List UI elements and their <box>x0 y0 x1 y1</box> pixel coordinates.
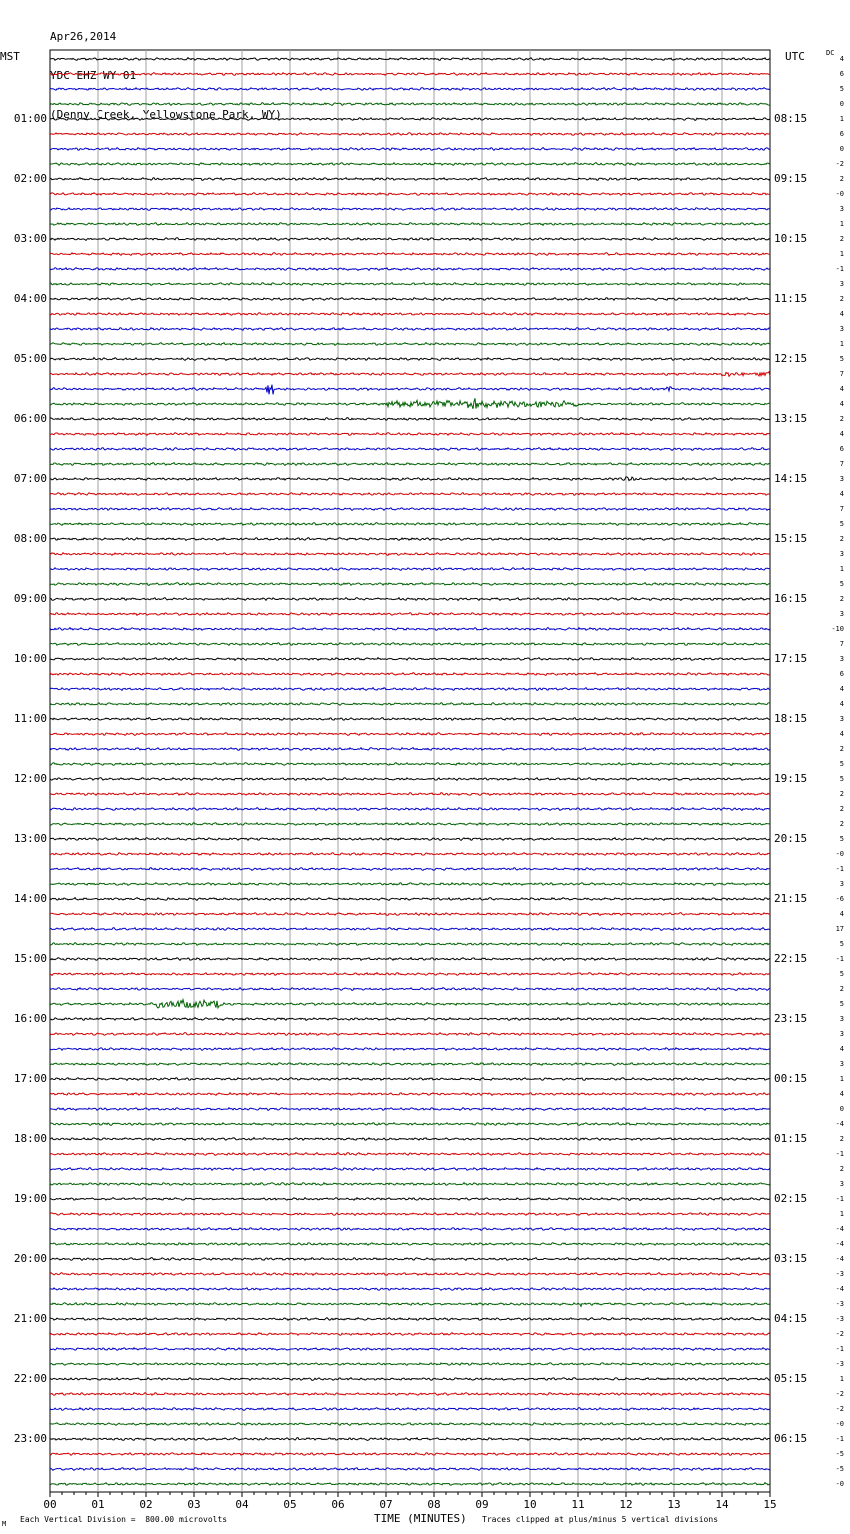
seismic-trace <box>50 298 770 301</box>
seismic-trace <box>50 1078 770 1081</box>
dc-offset-value: 3 <box>839 1030 844 1038</box>
dc-offset-value: -0 <box>835 1480 844 1488</box>
seismic-trace <box>50 1138 770 1141</box>
dc-offset-value: 3 <box>839 610 844 618</box>
dc-offset-value: 6 <box>839 70 844 78</box>
dc-offset-value: 17 <box>835 925 844 933</box>
seismic-trace <box>50 163 770 166</box>
seismic-trace <box>50 1453 770 1456</box>
dc-offset-value: 3 <box>839 550 844 558</box>
dc-offset-value: 1 <box>839 250 844 258</box>
seismic-trace <box>50 793 770 796</box>
dc-offset-value: 2 <box>839 235 844 243</box>
scale-note: Each Vertical Division = 800.00 microvolts <box>20 1515 228 1524</box>
seismic-trace <box>50 808 770 811</box>
dc-offset-value: 3 <box>839 1015 844 1023</box>
dc-offset-value: 4 <box>839 1090 844 1098</box>
dc-offset-value: 6 <box>839 445 844 453</box>
seismic-trace <box>50 658 770 661</box>
location-label: (Denny Creek, Yellowstone Park, WY) <box>50 108 282 121</box>
dc-offset-value: 0 <box>839 1105 844 1113</box>
right-hour-label: 17:15 <box>774 652 808 665</box>
dc-offset-value: 1 <box>839 220 844 228</box>
left-hour-label: 04:00 <box>13 292 47 305</box>
dc-offset-value: -0 <box>835 850 844 858</box>
x-tick-label: 09 <box>475 1498 489 1511</box>
right-hour-label: 10:15 <box>774 232 808 245</box>
left-hour-label: 19:00 <box>13 1192 47 1205</box>
left-hour-label: 20:00 <box>13 1252 47 1265</box>
dc-offset-value: 2 <box>839 295 844 303</box>
seismic-trace <box>50 1273 770 1276</box>
right-hour-label: 12:15 <box>774 352 808 365</box>
dc-offset-value: -1 <box>835 265 844 273</box>
seismic-trace <box>50 568 770 571</box>
seismic-trace <box>50 1198 770 1201</box>
dc-offset-value: -1 <box>835 1150 844 1158</box>
dc-offset-value: 3 <box>839 325 844 333</box>
right-hour-label: 19:15 <box>774 772 808 785</box>
dc-offset-value: 1 <box>839 340 844 348</box>
seismic-trace <box>50 958 770 961</box>
seismic-trace <box>50 688 770 691</box>
x-tick-label: 00 <box>43 1498 57 1511</box>
seismic-trace <box>50 1168 770 1171</box>
dc-offset-value: 5 <box>839 355 844 363</box>
left-hour-label: 16:00 <box>13 1012 47 1025</box>
dc-offset-value: -3 <box>835 1270 844 1278</box>
dc-offset-value: 4 <box>839 385 844 393</box>
right-hour-label: 13:15 <box>774 412 808 425</box>
right-hour-label: 06:15 <box>774 1432 808 1445</box>
dc-offset-value: -4 <box>835 1225 844 1233</box>
dc-offset-value: -1 <box>835 1195 844 1203</box>
seismic-trace <box>50 1393 770 1396</box>
right-hour-label: 18:15 <box>774 712 808 725</box>
seismic-trace <box>50 538 770 541</box>
left-hour-label: 18:00 <box>13 1132 47 1145</box>
seismic-trace <box>50 1318 770 1321</box>
seismic-trace <box>50 838 770 841</box>
dc-offset-value: -6 <box>835 895 844 903</box>
dc-offset-value: 0 <box>839 100 844 108</box>
dc-offset-value: 3 <box>839 1060 844 1068</box>
left-hour-label: 08:00 <box>13 532 47 545</box>
seismic-trace <box>50 1243 770 1246</box>
dc-offset-value: 2 <box>839 595 844 603</box>
x-tick-label: 04 <box>235 1498 249 1511</box>
clip-note: Traces clipped at plus/minus 5 vertical divisions <box>482 1515 719 1524</box>
dc-offset-value: 4 <box>839 430 844 438</box>
seismic-trace <box>50 268 770 271</box>
seismic-trace <box>50 178 770 181</box>
seismic-trace <box>50 208 770 211</box>
seismic-trace <box>50 238 770 241</box>
dc-offset-value: 2 <box>839 175 844 183</box>
left-hour-label: 07:00 <box>13 472 47 485</box>
right-hour-label: 21:15 <box>774 892 808 905</box>
dc-offset-value: -2 <box>835 1405 844 1413</box>
date-label: Apr26,2014 <box>50 30 117 43</box>
x-tick-label: 02 <box>139 1498 153 1511</box>
dc-offset-value: 2 <box>839 790 844 798</box>
dc-offset-value: 7 <box>839 460 844 468</box>
right-hour-label: 00:15 <box>774 1072 808 1085</box>
seismic-trace <box>50 928 770 931</box>
right-hour-label: 14:15 <box>774 472 808 485</box>
left-hour-label: 14:00 <box>13 892 47 905</box>
seismic-trace <box>50 493 770 496</box>
dc-offset-value: 4 <box>839 685 844 693</box>
seismic-trace <box>50 1378 770 1381</box>
seismic-trace <box>50 372 770 376</box>
x-tick-label: 12 <box>619 1498 633 1511</box>
seismic-trace <box>50 1153 770 1156</box>
seismic-trace <box>50 1183 770 1186</box>
dc-offset-value: 5 <box>839 85 844 93</box>
seismic-trace <box>50 868 770 871</box>
left-hour-label: 03:00 <box>13 232 47 245</box>
seismic-trace <box>50 1108 770 1111</box>
seismic-trace <box>50 943 770 946</box>
seismic-trace <box>50 463 770 466</box>
dc-offset-value: 2 <box>839 1165 844 1173</box>
dc-offset-value: -2 <box>835 160 844 168</box>
seismic-trace <box>50 913 770 916</box>
seismic-trace <box>50 523 770 526</box>
right-hour-label: 02:15 <box>774 1192 808 1205</box>
right-hour-label: 05:15 <box>774 1372 808 1385</box>
seismic-trace <box>50 313 770 316</box>
dc-offset-value: 5 <box>839 970 844 978</box>
dc-offset-value: -5 <box>835 1450 844 1458</box>
dc-offset-value: 1 <box>839 1375 844 1383</box>
dc-offset-value: -10 <box>831 625 844 633</box>
right-hour-label: 15:15 <box>774 532 808 545</box>
seismic-trace <box>50 328 770 331</box>
x-tick-label: 03 <box>187 1498 201 1511</box>
seismic-trace <box>50 343 770 346</box>
seismic-trace <box>50 1288 770 1291</box>
dc-offset-value: -2 <box>835 1390 844 1398</box>
dc-offset-value: 2 <box>839 805 844 813</box>
left-hour-label: 09:00 <box>13 592 47 605</box>
seismic-trace <box>50 703 770 706</box>
dc-offset-value: 4 <box>839 1045 844 1053</box>
dc-offset-value: 4 <box>839 700 844 708</box>
dc-offset-value: -2 <box>835 1330 844 1338</box>
left-hour-label: 11:00 <box>13 712 47 725</box>
dc-offset-value: 4 <box>839 55 844 63</box>
seismic-trace <box>50 598 770 601</box>
seismic-trace <box>50 763 770 766</box>
dc-offset-value: 2 <box>839 535 844 543</box>
seismic-trace <box>50 898 770 901</box>
left-hour-label: 15:00 <box>13 952 47 965</box>
left-hour-label: 12:00 <box>13 772 47 785</box>
seismic-trace <box>50 613 770 616</box>
seismic-trace <box>50 418 770 421</box>
dc-offset-value: 3 <box>839 880 844 888</box>
seismic-trace <box>50 733 770 736</box>
x-tick-label: 08 <box>427 1498 441 1511</box>
left-hour-label: 13:00 <box>13 832 47 845</box>
seismic-trace <box>50 628 770 631</box>
x-tick-label: 05 <box>283 1498 297 1511</box>
seismic-trace <box>50 223 770 226</box>
dc-offset-value: 4 <box>839 400 844 408</box>
x-tick-label: 07 <box>379 1498 393 1511</box>
x-tick-label: 15 <box>763 1498 777 1511</box>
seismic-trace <box>50 1408 770 1411</box>
right-hour-label: 11:15 <box>774 292 808 305</box>
dc-offset-value: -5 <box>835 1465 844 1473</box>
dc-offset-value: -3 <box>835 1360 844 1368</box>
seismic-trace <box>50 718 770 721</box>
dc-offset-value: 4 <box>839 310 844 318</box>
seismic-trace <box>50 477 770 481</box>
dc-offset-value: 7 <box>839 370 844 378</box>
dc-offset-value: 6 <box>839 130 844 138</box>
left-hour-label: 02:00 <box>13 172 47 185</box>
dc-offset-value: 3 <box>839 655 844 663</box>
dc-offset-value: 1 <box>839 1075 844 1083</box>
seismic-trace <box>50 973 770 976</box>
seismic-trace <box>50 1213 770 1216</box>
seismic-trace <box>50 385 770 395</box>
seismic-trace <box>50 1423 770 1426</box>
dc-offset-value: 2 <box>839 745 844 753</box>
dc-offset-value: 2 <box>839 1135 844 1143</box>
seismic-trace <box>50 1363 770 1366</box>
seismic-trace <box>50 118 770 121</box>
dc-offset-value: -4 <box>835 1240 844 1248</box>
dc-offset-value: 2 <box>839 415 844 423</box>
right-hour-label: 08:15 <box>774 112 808 125</box>
dc-offset-value: -4 <box>835 1285 844 1293</box>
dc-offset-value: 3 <box>839 205 844 213</box>
dc-offset-value: -4 <box>835 1255 844 1263</box>
dc-offset-value: 7 <box>839 505 844 513</box>
dc-offset-value: -3 <box>835 1300 844 1308</box>
seismic-trace <box>50 1123 770 1126</box>
seismic-trace <box>50 1333 770 1336</box>
right-hour-label: 04:15 <box>774 1312 808 1325</box>
seismic-trace <box>50 1348 770 1351</box>
seismic-trace <box>50 1048 770 1051</box>
dc-offset-value: -1 <box>835 1435 844 1443</box>
x-tick-label: 13 <box>667 1498 681 1511</box>
dc-offset-value: 2 <box>839 820 844 828</box>
corner-mark: M <box>2 1520 7 1528</box>
seismic-trace <box>50 253 770 256</box>
x-tick-label: 14 <box>715 1498 729 1511</box>
right-hour-label: 09:15 <box>774 172 808 185</box>
dc-offset-value: -0 <box>835 190 844 198</box>
seismic-trace <box>50 643 770 646</box>
plot-frame <box>50 50 770 1492</box>
seismic-trace <box>50 1063 770 1066</box>
dc-offset-value: 3 <box>839 280 844 288</box>
dc-offset-value: -3 <box>835 1315 844 1323</box>
right-hour-label: 01:15 <box>774 1132 808 1145</box>
dc-offset-value: 4 <box>839 910 844 918</box>
seismic-trace <box>50 433 770 436</box>
seismic-trace <box>50 1468 770 1471</box>
dc-offset-value: -4 <box>835 1120 844 1128</box>
seismic-trace <box>50 1483 770 1486</box>
dc-offset-value: 4 <box>839 490 844 498</box>
dc-offset-value: 3 <box>839 1180 844 1188</box>
seismic-trace <box>50 673 770 676</box>
dc-offset-value: 1 <box>839 115 844 123</box>
dc-offset-header: DC <box>826 49 835 57</box>
right-hour-label: 22:15 <box>774 952 808 965</box>
seismic-trace <box>50 1000 770 1008</box>
dc-offset-value: 3 <box>839 715 844 723</box>
dc-offset-value: -1 <box>835 1345 844 1353</box>
seismic-trace <box>50 283 770 286</box>
dc-offset-value: 0 <box>839 145 844 153</box>
seismic-trace <box>50 103 770 106</box>
right-hour-label: 03:15 <box>774 1252 808 1265</box>
seismic-trace <box>50 88 770 91</box>
dc-offset-value: 1 <box>839 1210 844 1218</box>
seismic-trace <box>50 148 770 151</box>
seismic-trace <box>50 1093 770 1096</box>
seismic-trace <box>50 778 770 781</box>
left-timezone-label: MST <box>0 50 20 63</box>
x-tick-label: 10 <box>523 1498 537 1511</box>
seismic-trace <box>50 988 770 991</box>
seismic-trace <box>50 448 770 451</box>
seismic-trace <box>50 883 770 886</box>
dc-offset-value: 4 <box>839 730 844 738</box>
left-hour-label: 23:00 <box>13 1432 47 1445</box>
dc-offset-value: 1 <box>839 565 844 573</box>
dc-offset-value: 5 <box>839 940 844 948</box>
x-tick-label: 11 <box>571 1498 585 1511</box>
left-hour-label: 01:00 <box>13 112 47 125</box>
dc-offset-value: 6 <box>839 670 844 678</box>
dc-offset-value: -1 <box>835 955 844 963</box>
seismic-trace <box>50 748 770 751</box>
seismic-trace <box>50 1258 770 1261</box>
seismic-trace <box>50 823 770 826</box>
left-hour-label: 10:00 <box>13 652 47 665</box>
seismic-trace <box>50 553 770 556</box>
dc-offset-value: 5 <box>839 1000 844 1008</box>
seismic-trace <box>50 1018 770 1021</box>
seismic-trace <box>50 1033 770 1036</box>
seismic-trace <box>50 193 770 196</box>
seismic-trace <box>50 853 770 856</box>
dc-offset-value: 5 <box>839 775 844 783</box>
station-label: YDC EHZ WY 01 <box>50 69 137 82</box>
dc-offset-value: 7 <box>839 640 844 648</box>
left-hour-label: 05:00 <box>13 352 47 365</box>
dc-offset-value: -0 <box>835 1420 844 1428</box>
seismic-trace <box>50 1303 770 1307</box>
left-hour-label: 22:00 <box>13 1372 47 1385</box>
x-tick-label: 01 <box>91 1498 105 1511</box>
right-hour-label: 16:15 <box>774 592 808 605</box>
left-hour-label: 17:00 <box>13 1072 47 1085</box>
x-axis-title: TIME (MINUTES) <box>374 1512 467 1525</box>
right-hour-label: 23:15 <box>774 1012 808 1025</box>
dc-offset-value: 3 <box>839 475 844 483</box>
seismic-trace <box>50 508 770 511</box>
dc-offset-value: 5 <box>839 760 844 768</box>
dc-offset-value: -1 <box>835 865 844 873</box>
x-tick-label: 06 <box>331 1498 345 1511</box>
right-hour-label: 20:15 <box>774 832 808 845</box>
seismic-trace <box>50 73 770 76</box>
seismic-trace <box>50 1438 770 1441</box>
dc-offset-value: 5 <box>839 580 844 588</box>
seismic-trace <box>50 58 770 61</box>
right-timezone-label: UTC <box>785 50 805 63</box>
dc-offset-value: 5 <box>839 520 844 528</box>
seismic-trace <box>50 398 770 409</box>
seismic-trace <box>50 358 770 361</box>
left-hour-label: 21:00 <box>13 1312 47 1325</box>
left-hour-label: 06:00 <box>13 412 47 425</box>
seismic-trace <box>50 133 770 136</box>
seismic-trace <box>50 583 770 586</box>
dc-offset-value: 2 <box>839 985 844 993</box>
dc-offset-value: 5 <box>839 835 844 843</box>
seismic-trace <box>50 1228 770 1231</box>
